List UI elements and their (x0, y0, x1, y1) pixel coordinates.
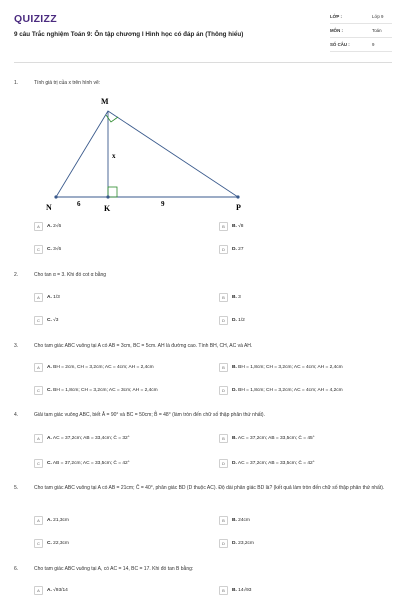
option-letter-box: C (34, 459, 43, 468)
option-6b[interactable] (219, 586, 251, 595)
option-key: D. (232, 388, 237, 393)
option-2b[interactable] (219, 293, 241, 302)
question-text: Giải tam giác vuông ABC, biết Â = 90° và BC = 50cm; B̂ = 48° (làm tròn đến chữ số thập phân thứ nhất). (34, 412, 265, 418)
label-x: x (112, 152, 116, 160)
question-text: Cho tam giác ABC vuông tại A, có AC = 14, BC = 17. Khi đó tan B bằng: (34, 566, 194, 572)
option-1c[interactable] (34, 245, 61, 254)
option-text: 24cm (238, 518, 250, 523)
option-letter-box: A (34, 586, 43, 595)
option-letter-box: D (219, 539, 228, 548)
question-text: Cho tam giác ABC vuông tại A có AB = 3cm, BC = 5cm. AH là đường cao. Tính BH, CH, AC và AH. (34, 343, 253, 349)
option-text: 14√93 (238, 588, 252, 593)
option-letter-box: B (219, 434, 228, 443)
option-key: A. (47, 518, 52, 523)
option-key: D. (232, 461, 237, 466)
option-letter-box: C (34, 245, 43, 254)
option-2d[interactable] (219, 316, 245, 325)
option-key: B. (232, 436, 237, 441)
option-key: A. (47, 295, 52, 300)
option-3b[interactable] (219, 363, 343, 372)
meta-label: MÔN : (330, 28, 343, 33)
option-text: BH = 1,8cm; CH = 3,2cm; AC = 4cm; AH = 2,4cm (238, 365, 343, 370)
option-text: 1/3 (53, 295, 60, 300)
option-text: 3√6 (53, 247, 62, 252)
option-text: 21,3cm (53, 518, 69, 523)
option-letter-box: A (34, 222, 43, 231)
point-p (236, 195, 239, 198)
option-letter-box: A (34, 434, 43, 443)
option-letter-box: C (34, 539, 43, 548)
option-5a[interactable] (34, 516, 69, 525)
option-key: D. (232, 247, 237, 252)
meta-value: Lớp 9 (372, 14, 384, 19)
option-text: BH = 2cm, CH = 3,2cm; AC = 4cm; AH = 2,4cm (53, 365, 154, 370)
label-n: N (46, 203, 52, 212)
option-text: 2√6 (53, 224, 62, 229)
option-text: 22,3cm (53, 541, 69, 546)
option-text: BH = 1,8cm; CH = 3,2cm; AC = 4cm; AH = 4,2cm (238, 388, 343, 393)
point-k (106, 195, 109, 198)
meta-value: Toán (372, 28, 382, 33)
option-letter-box: B (219, 222, 228, 231)
option-letter-box: A (34, 363, 43, 372)
option-key: A. (47, 224, 52, 229)
option-letter-box: D (219, 245, 228, 254)
triangle-mnp (56, 111, 238, 197)
question-number: 1. (14, 80, 19, 86)
meta-value: 9 (372, 42, 375, 47)
meta-row-subject (330, 24, 392, 38)
option-3d[interactable] (219, 386, 343, 395)
option-key: A. (47, 436, 52, 441)
question-number: 2. (14, 272, 19, 278)
option-6a[interactable] (34, 586, 68, 595)
meta-row-class (330, 10, 392, 24)
option-text: √8 (238, 224, 244, 229)
option-5d[interactable] (219, 539, 254, 548)
option-key: B. (232, 588, 237, 593)
option-letter-box: B (219, 363, 228, 372)
option-text: 1/2 (238, 318, 245, 323)
option-key: B. (232, 295, 237, 300)
right-angle-k (108, 187, 117, 197)
option-key: C. (47, 247, 52, 252)
option-text: 23,2cm (238, 541, 254, 546)
label-9: 9 (161, 200, 165, 208)
label-p: P (236, 203, 241, 212)
option-2c[interactable] (34, 316, 58, 325)
option-text: 27 (238, 247, 244, 252)
question-text: Tính giá trị của x trên hình vẽ: (34, 80, 101, 86)
option-key: C. (47, 461, 52, 466)
option-key: D. (232, 541, 237, 546)
option-letter-box: D (219, 459, 228, 468)
option-key: D. (232, 318, 237, 323)
option-4b[interactable] (219, 434, 315, 443)
option-letter-box: B (219, 586, 228, 595)
option-text: AB = 37,2cm; AC = 33,5cm; Ĉ = 42° (52, 461, 130, 466)
option-4c[interactable] (34, 459, 130, 468)
option-text: √93/14 (53, 588, 68, 593)
option-key: B. (232, 224, 237, 229)
option-text: BH = 1,8cm; CH = 3,2cm; AC = 3cm; AH = 2,4cm (53, 388, 158, 393)
option-1b[interactable] (219, 222, 243, 231)
option-key: C. (47, 388, 52, 393)
option-key: B. (232, 518, 237, 523)
option-text: √3 (53, 318, 59, 323)
option-letter-box: C (34, 316, 43, 325)
option-text: AC = 37,2cm; AB = 33,4cm; Ĉ = 32° (52, 436, 130, 441)
option-key: C. (47, 318, 52, 323)
option-key: A. (47, 588, 52, 593)
option-5c[interactable] (34, 539, 69, 548)
option-letter-box: B (219, 293, 228, 302)
option-letter-box: C (34, 386, 43, 395)
meta-info (330, 10, 392, 52)
option-text: 3 (238, 295, 241, 300)
point-n (54, 195, 57, 198)
option-key: A. (47, 365, 52, 370)
question-text: Cho tam giác ABC vuông tại A có AB = 21cm; Ĉ = 40°, phân giác BD (D thuộc AC). Độ dài phân giác BD là? (kết quả làm tròn đến chữ số thập phân thứ nhất). (34, 485, 385, 491)
option-1a[interactable] (34, 222, 61, 231)
question-text: Cho tan α = 3. Khi đó cot α bằng (34, 272, 107, 278)
option-letter-box: A (34, 293, 43, 302)
page-title: 9 câu Trắc nghiệm Toán 9: Ôn tập chương I Hình học có đáp án (Thông hiểu) (14, 31, 244, 38)
question-number: 3. (14, 343, 19, 349)
option-letter-box: D (219, 316, 228, 325)
option-letter-box: D (219, 386, 228, 395)
option-4d[interactable] (219, 459, 315, 468)
label-k: K (104, 204, 111, 213)
label-m: M (101, 97, 109, 106)
option-key: B. (232, 365, 237, 370)
option-letter-box: A (34, 516, 43, 525)
question-number: 6. (14, 566, 19, 572)
option-4a[interactable] (34, 434, 130, 443)
meta-row-count (330, 38, 392, 52)
option-text: AC = 37,2cm; AB = 33,5cm; Ĉ = 45° (237, 436, 315, 441)
option-key: C. (47, 541, 52, 546)
question-number: 5. (14, 485, 19, 491)
option-2a[interactable] (34, 293, 60, 302)
option-3a[interactable] (34, 363, 154, 372)
option-5b[interactable] (219, 516, 250, 525)
option-1d[interactable] (219, 245, 244, 254)
meta-label: SỐ CÂU : (330, 42, 350, 47)
meta-label: LỚP : (330, 14, 342, 19)
option-text: AC = 37,2cm; AB = 33,5cm; Ĉ = 42° (237, 461, 315, 466)
question-number: 4. (14, 412, 19, 418)
triangle-figure (40, 90, 260, 215)
header-divider (14, 62, 392, 63)
label-6: 6 (77, 200, 81, 208)
quizizz-logo: QUIZIZZ (14, 13, 57, 25)
option-letter-box: B (219, 516, 228, 525)
option-3c[interactable] (34, 386, 158, 395)
